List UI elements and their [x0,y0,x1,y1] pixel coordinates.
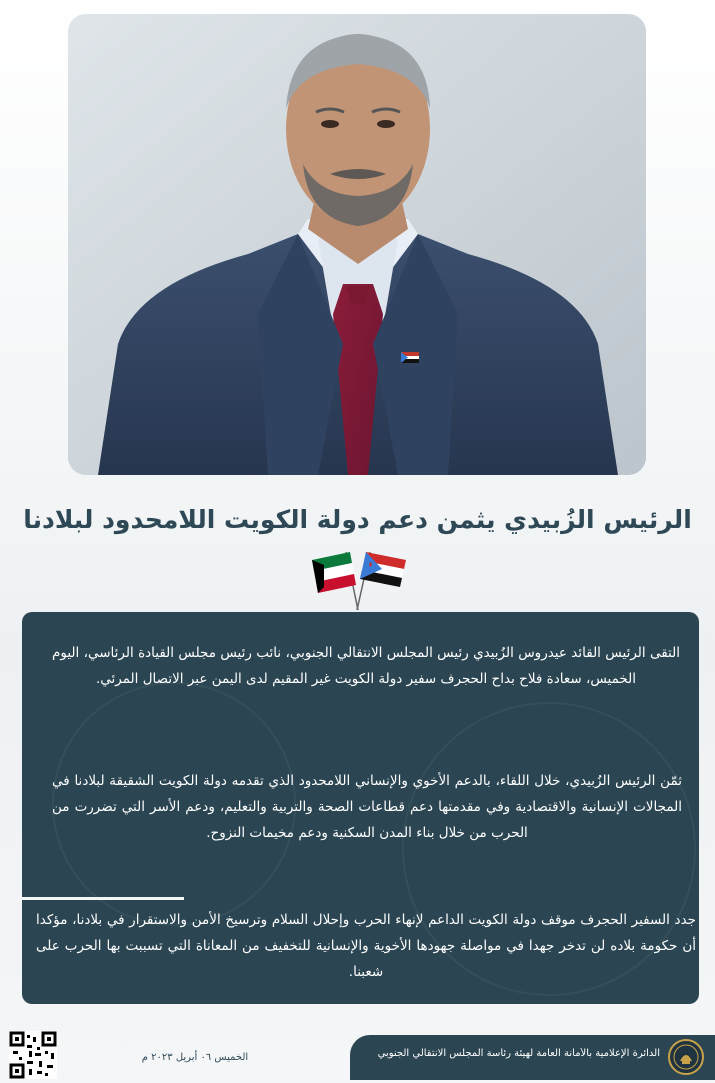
article-panel [22,612,699,1004]
paragraph-3: جدد السفير الحجرف موقف دولة الكويت الداعم لإنهاء الحرب وإحلال السلام وترسيخ الأمن والاستقرار في بلادنا، مؤكدا أن حكومة بلاده لن تدخر جهدا في مواصلة جهودها الأخوية والإنسانية للتخفيف من المعاناة التي تسببت بها الحرب على شعبنا. [36,912,696,980]
kuwait-flag-icon [312,552,358,610]
paragraph-2: ثمّن الرئيس الزُبيدي، خلال اللقاء، بالدعم الأخوي والإنساني اللامحدود الذي تقدمه دولة الكويت الشقيقة لبلادنا في المجالات الإنسانية والاقتصادية وفي مقدمتها دعم قطاعات الصحة والتربية والتعليم، ودعم الأسر التي تضررت من الحرب من خلال بناء المدن السكنية ودعم مخيمات النزوح. [52,773,682,841]
crossed-flags [300,550,415,612]
section-divider [22,897,184,900]
paragraph-1: التقى الرئيس القائد عيدروس الزُبيدي رئيس المجلس الانتقالي الجنوبي، نائب رئيس مجلس القيادة الرئاسي، اليوم الخميس، سعادة فلاح بداح الحجرف سفير دولة الكويت غير المقيم لدى اليمن عبر الاتصال المرئي. [52,645,680,687]
qr-code [9,1031,57,1079]
portrait-photo [68,14,646,475]
council-emblem-icon [668,1039,704,1075]
publication-date: الخميس ٠٦ أبريل ٢٠٢٣ م [141,1052,249,1063]
headline: الرئيس الزُبيدي يثمن دعم دولة الكويت اللامحدود لبلادنا [23,505,692,534]
footer-organization: الدائرة الإعلامية بالأمانة العامة لهيئة رئاسة المجلس الانتقالي الجنوبي [377,1048,660,1059]
south-arabia-flag-icon [357,552,406,610]
